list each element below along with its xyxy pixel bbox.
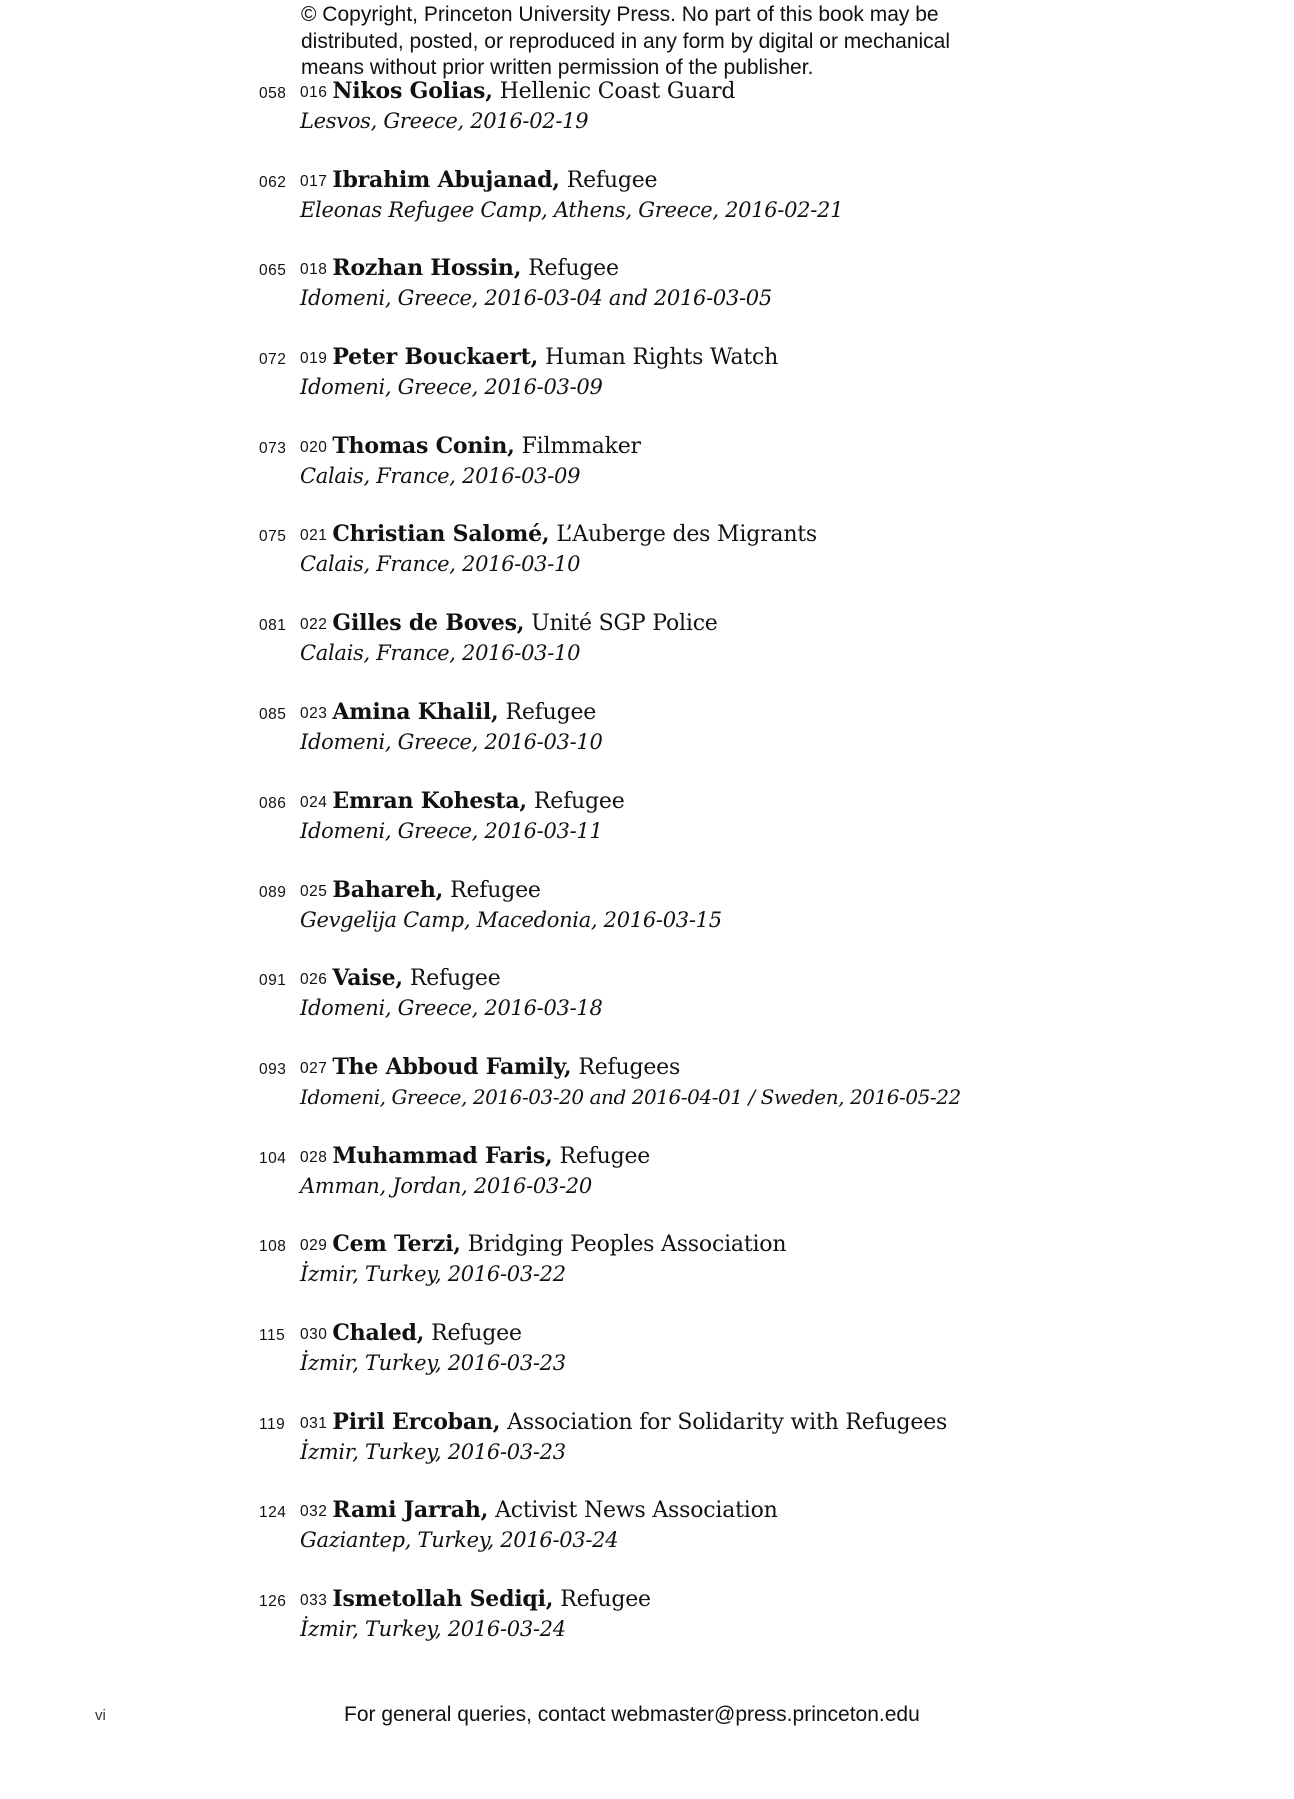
- entry-heading: [300, 343, 778, 373]
- entry-heading: [300, 432, 641, 462]
- contents-entry: [0, 1319, 1294, 1381]
- entry-page-number: 124: [259, 1504, 287, 1521]
- entry-page-number: 126: [259, 1593, 287, 1610]
- entry-name: Vaise,: [332, 965, 403, 991]
- entry-place-date: İzmir, Turkey, 2016-03-23: [300, 1351, 566, 1375]
- entry-role: Refugee: [505, 700, 597, 725]
- entry-place-date: İzmir, Turkey, 2016-03-22: [300, 1262, 566, 1286]
- contents-entry: [0, 432, 1294, 494]
- entry-name: Rozhan Hossin,: [332, 255, 522, 281]
- entry-number: 029: [300, 1237, 328, 1254]
- entry-place-date: Calais, France, 2016-03-10: [300, 641, 581, 665]
- entry-page-number: 072: [259, 351, 287, 368]
- entry-page-number: 065: [259, 262, 287, 279]
- entry-number: 024: [300, 794, 328, 811]
- entry-name: Ibrahim Abujanad,: [332, 167, 560, 193]
- entry-heading: [300, 77, 735, 107]
- entry-number: 017: [300, 173, 328, 190]
- contents-entry: [0, 1585, 1294, 1647]
- entry-page-number: 093: [259, 1061, 287, 1078]
- contents-entry: [0, 1496, 1294, 1558]
- copyright-line: means without prior written permission of the publisher.: [301, 56, 814, 79]
- entry-heading: [300, 1053, 680, 1083]
- entry-name: Peter Bouckaert,: [332, 344, 539, 370]
- entry-place-date: Gevgelija Camp, Macedonia, 2016-03-15: [300, 908, 722, 932]
- contents-entry: [0, 343, 1294, 405]
- entry-heading: [300, 964, 501, 994]
- contents-entry: [0, 520, 1294, 582]
- entry-place-date: Idomeni, Greece, 2016-03-09: [300, 375, 603, 399]
- entry-page-number: 075: [259, 528, 287, 545]
- entry-name: The Abboud Family,: [332, 1054, 572, 1080]
- contents-entry: [0, 787, 1294, 849]
- entry-number: 027: [300, 1060, 328, 1077]
- entry-number: 019: [300, 350, 328, 367]
- entry-page-number: 108: [259, 1238, 287, 1255]
- entry-role: Association for Solidarity with Refugees: [507, 1410, 948, 1435]
- entry-role: Refugee: [528, 256, 619, 281]
- entry-heading: [300, 876, 541, 906]
- entry-page-number: 115: [259, 1327, 286, 1344]
- entry-role: Refugee: [409, 966, 501, 991]
- entry-place-date: İzmir, Turkey, 2016-03-23: [300, 1440, 566, 1464]
- entry-name: Nikos Golias,: [332, 78, 493, 104]
- entry-name: Bahareh,: [332, 877, 444, 903]
- entry-number: 033: [300, 1592, 328, 1609]
- entry-heading: [300, 1408, 947, 1438]
- entry-role: Human Rights Watch: [545, 345, 779, 370]
- entry-name: Amina Khalil,: [332, 699, 499, 725]
- entry-heading: [300, 520, 817, 550]
- entry-name: Cem Terzi,: [332, 1231, 461, 1257]
- entry-role: Refugee: [559, 1144, 651, 1169]
- entry-number: 016: [300, 84, 328, 101]
- entry-place-date: Eleonas Refugee Camp, Athens, Greece, 2016-02-21: [300, 198, 844, 222]
- entry-name: Emran Kohesta,: [332, 788, 527, 814]
- entry-role: Activist News Association: [495, 1498, 778, 1523]
- entry-heading: [300, 1230, 786, 1260]
- entry-number: 032: [300, 1503, 328, 1520]
- entry-place-date: Idomeni, Greece, 2016-03-11: [300, 819, 603, 843]
- entry-place-date: Idomeni, Greece, 2016-03-10: [300, 730, 603, 754]
- contents-entry: [0, 77, 1294, 139]
- entry-role: Unité SGP Police: [531, 611, 718, 636]
- entry-number: 020: [300, 439, 328, 456]
- entry-heading: [300, 1319, 522, 1349]
- entry-heading: [300, 1142, 650, 1172]
- entry-role: Hellenic Coast Guard: [499, 79, 736, 104]
- entry-role: Refugees: [578, 1055, 681, 1080]
- entry-place-date: Idomeni, Greece, 2016-03-20 and 2016-04-01 / Sweden, 2016-05-22: [300, 1085, 961, 1109]
- entry-heading: [300, 609, 718, 639]
- entry-role: Refugee: [450, 878, 541, 903]
- entry-heading: [300, 698, 596, 728]
- entry-number: 021: [300, 527, 328, 544]
- entry-heading: [300, 254, 619, 284]
- contents-entry: [0, 1142, 1294, 1204]
- entry-place-date: Gaziantep, Turkey, 2016-03-24: [300, 1528, 619, 1552]
- entry-place-date: Lesvos, Greece, 2016-02-19: [300, 109, 589, 133]
- entry-page-number: 073: [259, 440, 287, 457]
- entry-place-date: Idomeni, Greece, 2016-03-18: [300, 996, 603, 1020]
- entry-name: Chaled,: [332, 1320, 425, 1346]
- entry-number: 023: [300, 705, 328, 722]
- contents-entry: [0, 609, 1294, 671]
- entry-number: 028: [300, 1149, 328, 1166]
- entry-name: Gilles de Boves,: [332, 610, 525, 636]
- contents-entry: [0, 876, 1294, 938]
- entry-number: 018: [300, 261, 328, 278]
- contents-entry: [0, 254, 1294, 316]
- folio-page-number: vi: [95, 1707, 106, 1724]
- entry-heading: [300, 1585, 651, 1615]
- entry-number: 026: [300, 971, 328, 988]
- copyright-line: distributed, posted, or reproduced in any form by digital or mechanical: [301, 29, 951, 53]
- contents-entry: [0, 1053, 1294, 1115]
- entry-name: Christian Salomé,: [332, 521, 550, 547]
- entry-name: Piril Ercoban,: [332, 1409, 501, 1435]
- entry-number: 025: [300, 883, 328, 900]
- entry-name: Ismetollah Sediqi,: [332, 1586, 554, 1612]
- entry-role: Refugee: [533, 789, 625, 814]
- entry-place-date: Calais, France, 2016-03-09: [300, 464, 581, 488]
- entry-page-number: 085: [259, 706, 287, 723]
- entry-number: 022: [300, 616, 328, 633]
- contents-entry: [0, 166, 1294, 228]
- entry-page-number: 089: [259, 884, 287, 901]
- entry-heading: [300, 1496, 778, 1526]
- contents-entry: [0, 1408, 1294, 1470]
- contents-entry: [0, 1230, 1294, 1292]
- entry-role: L’Auberge des Migrants: [556, 522, 818, 547]
- entry-place-date: Calais, France, 2016-03-10: [300, 552, 581, 576]
- entry-number: 030: [300, 1326, 328, 1343]
- entry-page-number: 058: [259, 85, 287, 102]
- entry-page-number: 081: [259, 617, 287, 634]
- entry-role: Refugee: [566, 168, 658, 193]
- entry-name: Rami Jarrah,: [332, 1497, 489, 1523]
- entry-heading: [300, 166, 657, 196]
- contents-entry: [0, 698, 1294, 760]
- entry-role: Bridging Peoples Association: [467, 1232, 787, 1257]
- contact-footer: For general queries, contact webmaster@press.princeton.edu: [344, 1703, 920, 1726]
- entry-page-number: 091: [259, 972, 287, 989]
- entry-role: Filmmaker: [521, 434, 641, 459]
- contents-entry: [0, 964, 1294, 1026]
- entry-page-number: 062: [259, 174, 287, 191]
- copyright-line: © Copyright, Princeton University Press. No part of this book may be: [301, 3, 939, 26]
- entry-heading: [300, 787, 625, 817]
- entry-page-number: 086: [259, 795, 287, 812]
- entry-role: Refugee: [431, 1321, 522, 1346]
- entry-page-number: 119: [259, 1416, 286, 1433]
- entry-name: Thomas Conin,: [332, 433, 515, 459]
- copyright-notice: [301, 2, 1061, 82]
- entry-place-date: İzmir, Turkey, 2016-03-24: [300, 1617, 566, 1641]
- entry-name: Muhammad Faris,: [332, 1143, 553, 1169]
- entry-role: Refugee: [560, 1587, 651, 1612]
- entry-place-date: Amman, Jordan, 2016-03-20: [300, 1174, 592, 1198]
- entry-page-number: 104: [259, 1150, 287, 1167]
- entry-place-date: Idomeni, Greece, 2016-03-04 and 2016-03-05: [300, 286, 772, 310]
- entry-number: 031: [300, 1415, 328, 1432]
